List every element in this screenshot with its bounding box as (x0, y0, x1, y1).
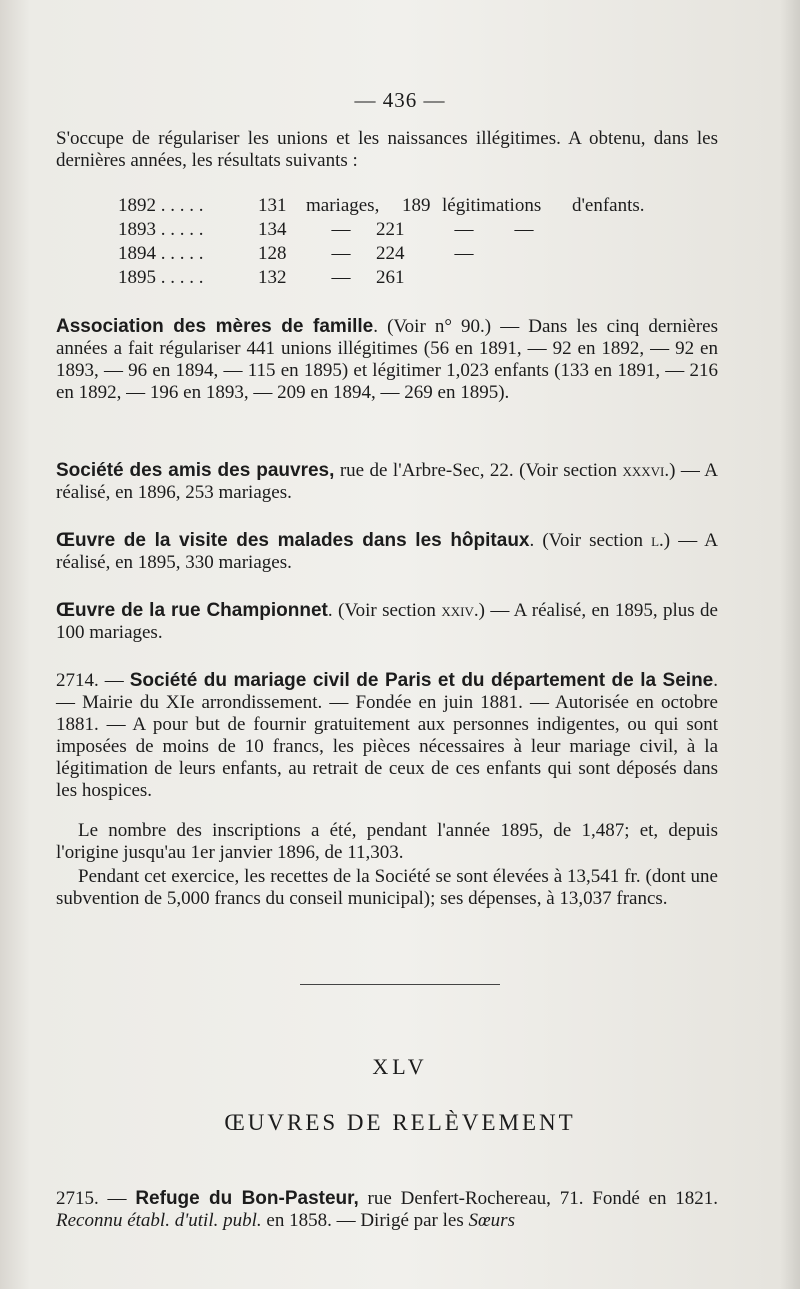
legitimations-cell: 224 (376, 243, 405, 264)
year-cell: 1893 . . . . . (118, 219, 204, 240)
legitimations-cell: 189 (402, 195, 431, 216)
entry-2715-title: Refuge du Bon-Pasteur, (135, 1188, 359, 1209)
entry-2715 (56, 1188, 718, 1232)
section-ref: xxxvi (622, 460, 665, 481)
visite-malades-text: . (Voir section (529, 530, 652, 551)
assoc-meres-paragraph (56, 316, 718, 404)
divider (300, 984, 500, 985)
amis-pauvres-text-end: .) — A réalisé, en 1896, 253 mariages. (56, 460, 719, 503)
entry-2714-finances: Pendant cet exercice, les recettes de la Société se sont élevées à 13,541 fr. (dont une subvention de 5,000 francs du conseil municipal); ses dépenses, à 13,037 francs. (56, 866, 718, 909)
assoc-meres-title: Association des mères de famille (56, 316, 374, 337)
ditto-cell: — (454, 243, 474, 264)
results-table (118, 194, 800, 290)
amis-pauvres-title: Société des amis des pauvres, (56, 460, 335, 481)
section-title: ŒUVRES DE RELÈVEMENT (224, 1110, 576, 1135)
entry-2714-title: Société du mariage civil de Paris et du département de la Seine (129, 670, 714, 691)
amis-pauvres-paragraph (56, 460, 718, 504)
entry-2714 (56, 670, 718, 802)
ditto-cell: — (331, 219, 351, 240)
ditto-cell: — (331, 267, 351, 288)
label-cell: légitimations (442, 195, 542, 216)
visite-malades-text-end: .) — A réalisé, en 1895, 330 mariages. (56, 530, 719, 573)
amis-pauvres-text: rue de l'Arbre-Sec, 22. (Voir section (334, 460, 623, 481)
year-cell: 1892 . . . . . (118, 195, 204, 216)
visite-malades-title: Œuvre de la visite des malades dans les hôpitaux (56, 530, 530, 551)
ditto-cell: — (331, 243, 351, 264)
table-row (118, 266, 800, 290)
mariages-cell: 132 (258, 267, 287, 288)
entry-number: 2715. — (56, 1188, 136, 1209)
ditto-cell: — (514, 219, 534, 240)
section-number: XLV (372, 1054, 428, 1079)
section-ref: xxiv (441, 600, 474, 621)
championnet-text-end: .) — A réalisé, en 1895, plus de 100 mariages. (56, 600, 718, 643)
table-row (118, 218, 800, 242)
legitimations-cell: 261 (376, 267, 405, 288)
entry-2714-text: . — Mairie du XIe arrondissement. — Fondée en juin 1881. — Autorisée en octobre 1881. — A pour but de fournir gratuitement aux personnes indigentes, ou qui sont imposées de moins de 10 francs, les pièces nécessaires à leur mariage civil, à la légitimation de leurs enfants, au retrait de ceux de ces enfants qui sont déposés dans les hospices. (56, 670, 718, 801)
entry-2715-italic-end: Sœurs (468, 1210, 515, 1231)
table-row (118, 242, 800, 266)
assoc-meres-text: . (Voir n° 90.) — Dans les cinq dernières années a fait régulariser 441 unions illégitimes (56 en 1891, — 92 en 1892, — 92 en 1893, — 96 en 1894, — 115 en 1895) et légitimer 1,023 enfants (133 en 1891, — 216 en 1892, — 196 en 1893, — 209 en 1894, — 269 en 1895). (56, 316, 719, 403)
mariages-cell: 131 (258, 195, 287, 216)
page-number: — 436 — (354, 88, 446, 112)
section-ref: l (651, 530, 660, 551)
label-cell: d'enfants. (572, 195, 645, 216)
table-row (118, 194, 800, 218)
entry-2715-italic: Reconnu établ. d'util. publ. (56, 1210, 262, 1231)
championnet-paragraph (56, 600, 718, 644)
label-cell: mariages, (306, 195, 380, 216)
mariages-cell: 134 (258, 219, 287, 240)
entry-2715-text: rue Denfert-Rochereau, 71. Fondé en 1821. (358, 1188, 719, 1209)
entry-number: 2714. — (56, 670, 130, 691)
entry-2715-text-end: en 1858. — Dirigé par les (261, 1210, 469, 1231)
year-cell: 1895 . . . . . (118, 267, 204, 288)
championnet-text: . (Voir section (327, 600, 442, 621)
mariages-cell: 128 (258, 243, 287, 264)
year-cell: 1894 . . . . . (118, 243, 204, 264)
championnet-title: Œuvre de la rue Championnet (56, 600, 328, 621)
intro-paragraph: S'occupe de régulariser les unions et les naissances illégitimes. A obtenu, dans les dernières années, les résultats suivants : (56, 128, 718, 171)
visite-malades-paragraph (56, 530, 718, 574)
ditto-cell: — (454, 219, 474, 240)
legitimations-cell: 221 (376, 219, 405, 240)
entry-2714-inscriptions: Le nombre des inscriptions a été, pendant l'année 1895, de 1,487; et, depuis l'origine jusqu'au 1er janvier 1896, de 11,303. (56, 820, 718, 863)
